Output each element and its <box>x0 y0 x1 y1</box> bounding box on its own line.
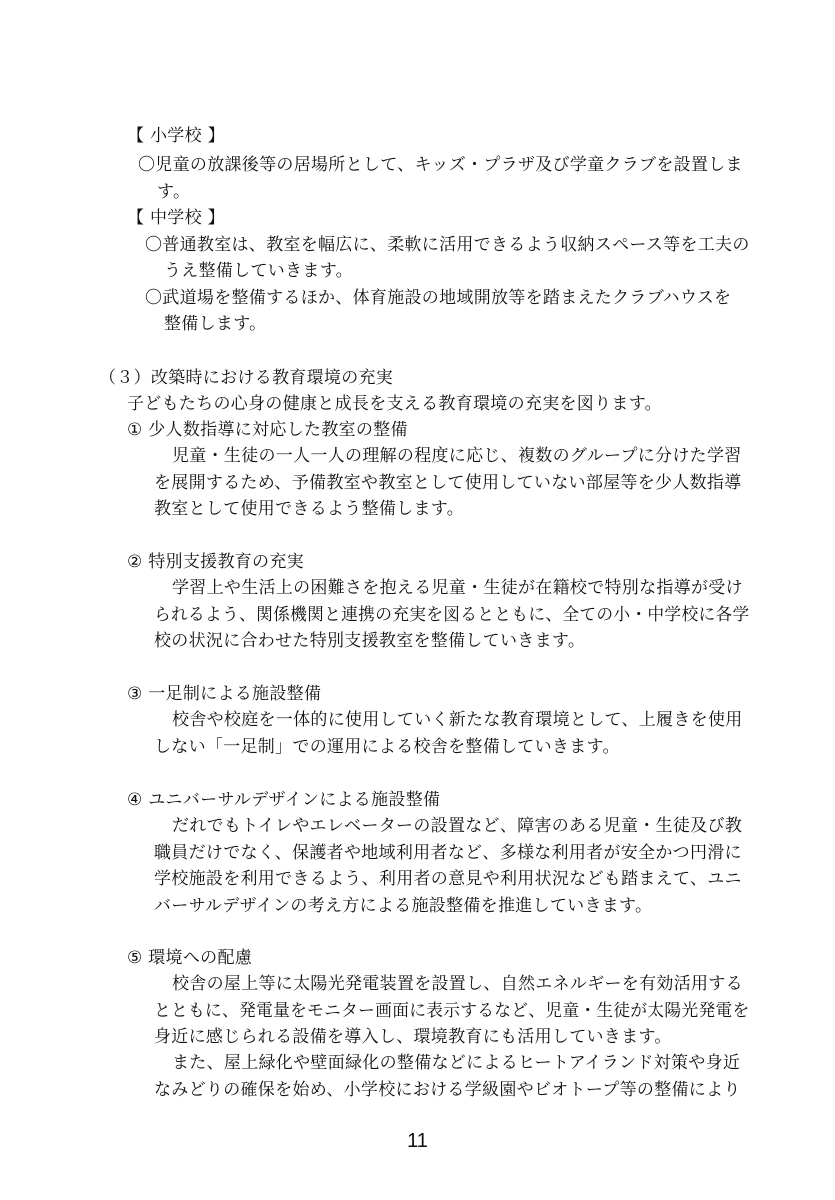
item-2-line: 校の状況に合わせた特別支援教室を整備していきます。 <box>154 631 586 651</box>
item-5-line: 校舎の屋上等に太陽光発電装置を設置し、自然エネルギーを有効活用する <box>172 974 743 994</box>
item-4-line: だれでもトイレやエレベーターの設置など、障害のある児童・生徒及び教 <box>172 816 743 836</box>
item-4-line: 学校施設を利用できるよう、利用者の意見や利用状況なども踏まえて、ユニ <box>154 869 742 889</box>
item-1-line: を展開するため、予備教室や教室として使用していない部屋等を少人数指導 <box>154 473 742 493</box>
item-1-line: 児童・生徒の一人一人の理解の程度に応じ、複数のグループに分けた学習 <box>172 446 742 466</box>
elementary-item-1-line-2: す。 <box>157 182 191 202</box>
elementary-heading: 【 小学校 】 <box>127 126 225 146</box>
item-4-line: 職員だけでなく、保護者や地域利用者など、多様な利用者が安全かつ円滑に <box>154 843 742 863</box>
item-2-line: られるよう、関係機関と連携の充実を図るとともに、全ての小・中学校に各学 <box>154 605 750 625</box>
item-4-line: バーサルデザインの考え方による施設整備を推進していきます。 <box>154 896 653 916</box>
item-5-title: ⑤ 環境への配慮 <box>127 948 253 968</box>
elementary-item-1-line-1: 〇児童の放課後等の居場所として、キッズ・プラザ及び学童クラブを設置しま <box>138 155 743 175</box>
section-3-intro: 子どもたちの心身の健康と成長を支える教育環境の充実を図ります。 <box>127 394 662 414</box>
item-4-title: ④ ユニバーサルデザインによる施設整備 <box>127 790 441 810</box>
junior-high-heading: 【 中学校 】 <box>127 208 225 228</box>
junior-high-item-2-line-1: 〇武道場を整備するほか、体育施設の地域開放等を踏まえたクラブハウスを <box>145 288 732 308</box>
item-5-line: また、屋上緑化や壁面緑化の整備などによるヒートアイランド対策や身近 <box>172 1053 741 1073</box>
page-number: 11 <box>407 1130 428 1152</box>
item-1-line: 教室として使用できるよう整備します。 <box>154 499 465 519</box>
item-2-title: ② 特別支援教育の充実 <box>127 552 304 572</box>
junior-high-item-2-line-2: 整備します。 <box>164 314 267 334</box>
item-3-title: ③ 一足制による施設整備 <box>127 684 322 704</box>
junior-high-item-1-line-1: 〇普通教室は、教室を幅広に、柔軟に活用できるよう収納スペース等を工夫の <box>145 235 750 255</box>
item-5-line: なみどりの確保を始め、小学校における学級園やビオトープ等の整備により <box>154 1080 741 1100</box>
junior-high-item-1-line-2: うえ整備していきます。 <box>164 261 353 281</box>
item-3-line: しない「一足制」での運用による校舎を整備していきます。 <box>154 737 620 757</box>
item-1-title: ① 少人数指導に対応した教室の整備 <box>127 420 408 440</box>
item-3-line: 校舎や校庭を一体的に使用していく新たな教育環境として、上履きを使用 <box>172 710 743 730</box>
item-5-line: 身近に感じられる設備を導入し、環境教育にも活用していきます。 <box>154 1027 672 1047</box>
section-3-heading: （３）改築時における教育環境の充実 <box>99 368 394 388</box>
item-5-line: とともに、発電量をモニター画面に表示するなど、児童・生徒が太陽光発電を <box>154 1001 750 1021</box>
item-2-line: 学習上や生活上の困難さを抱える児童・生徒が在籍校で特別な指導が受け <box>172 578 743 598</box>
